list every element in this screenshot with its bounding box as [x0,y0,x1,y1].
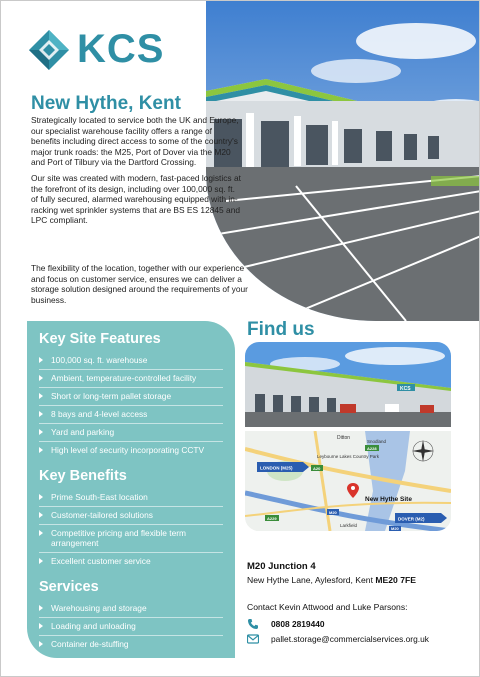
features-panel [27,321,235,658]
map-label-park: Leybourne Lakes Country Park [317,454,380,459]
address-postcode: ME20 7FE [375,575,416,585]
email-icon [247,633,259,645]
map-road-a228: A228 [367,446,377,451]
features-heading: Key Site Features [39,331,161,347]
contact-phone-number[interactable]: 0808 2819440 [271,619,325,629]
contact-phone-row [247,618,325,630]
list-item: Short or long-term pallet storage [39,388,223,406]
list-item: Excellent customer service [39,553,223,570]
logo-wordmark: KCS [77,27,165,71]
map-route-dover: DOVER (M2) [398,516,425,522]
list-item: Prime South-East location [39,489,223,507]
map-route-london: LONDON (M25) [260,465,293,471]
intro-paragraph-location: Strategically located to service both the UK and Europe, our specialist warehouse facility offers a range of benefits including direct access to some of the country's major trunk roads: the M25, Port of Dover via the M20 and Port of Tilbury via the Dartford Crossing. [31,115,239,168]
building-sign-text: KCS [400,386,411,392]
list-item: 100,000 sq. ft. warehouse [39,352,223,370]
find-us-heading: Find us [247,319,315,340]
address-street: New Hythe Lane, Aylesford, Kent [247,575,373,585]
warehouse-exterior-photo [245,342,451,427]
map-label-ditton: Ditton [337,435,351,441]
intro-paragraph-flexibility: The flexibility of the location, together with our experience and focus on customer service, ensures we can deliver a storage solution designed around the requirements of your business. [31,263,248,305]
list-item: Loading and unloading [39,618,223,636]
list-item: Customer-tailored solutions [39,507,223,525]
benefits-heading: Key Benefits [39,468,127,484]
services-list [39,600,223,653]
kcs-logo [27,27,164,72]
map-road-m20-east: M20 [391,526,399,531]
list-item: Competitive pricing and flexible term arrangement [39,525,223,553]
services-heading: Services [39,579,99,595]
kcs-diamond-logo-icon [27,28,71,72]
list-item: High level of security incorporating CCTV [39,442,223,459]
address-title: M20 Junction 4 [247,561,316,572]
contact-label: Contact Kevin Attwood and Luke Parsons: [247,602,408,612]
contact-email-row [247,633,429,645]
intro-text [31,115,241,231]
intro-paragraph-design: Our site was created with modern, fast-paced logistics at the forefront of its design, including over 100,000 sq. ft. of fully secured, alarmed warehousing equipped with in-racking wet sprinkler systems that are BS ES 12845 and LPC compliant. [31,172,241,226]
map-road-m20-west: M20 [329,510,337,515]
list-item: Yard and parking [39,424,223,442]
address-line [247,575,416,585]
map-label-larkfield: Larkfield [340,523,358,528]
map-road-a229: A229 [267,516,277,521]
map-label-snodland: Snodland [367,439,387,444]
contact-email-address[interactable]: pallet.storage@commercialservices.org.uk [271,634,429,644]
map-road-a20: A20 [313,466,321,471]
list-item: Container de-stuffing [39,636,223,653]
map-site-label: New Hythe Site [365,496,412,503]
benefits-list [39,489,223,570]
features-list [39,352,223,459]
location-map [245,431,451,531]
list-item: Ambient, temperature-controlled facility [39,370,223,388]
phone-icon [247,618,259,630]
list-item: 8 bays and 4-level access [39,406,223,424]
list-item: Warehousing and storage [39,600,223,618]
page-title: New Hythe, Kent [31,93,181,114]
